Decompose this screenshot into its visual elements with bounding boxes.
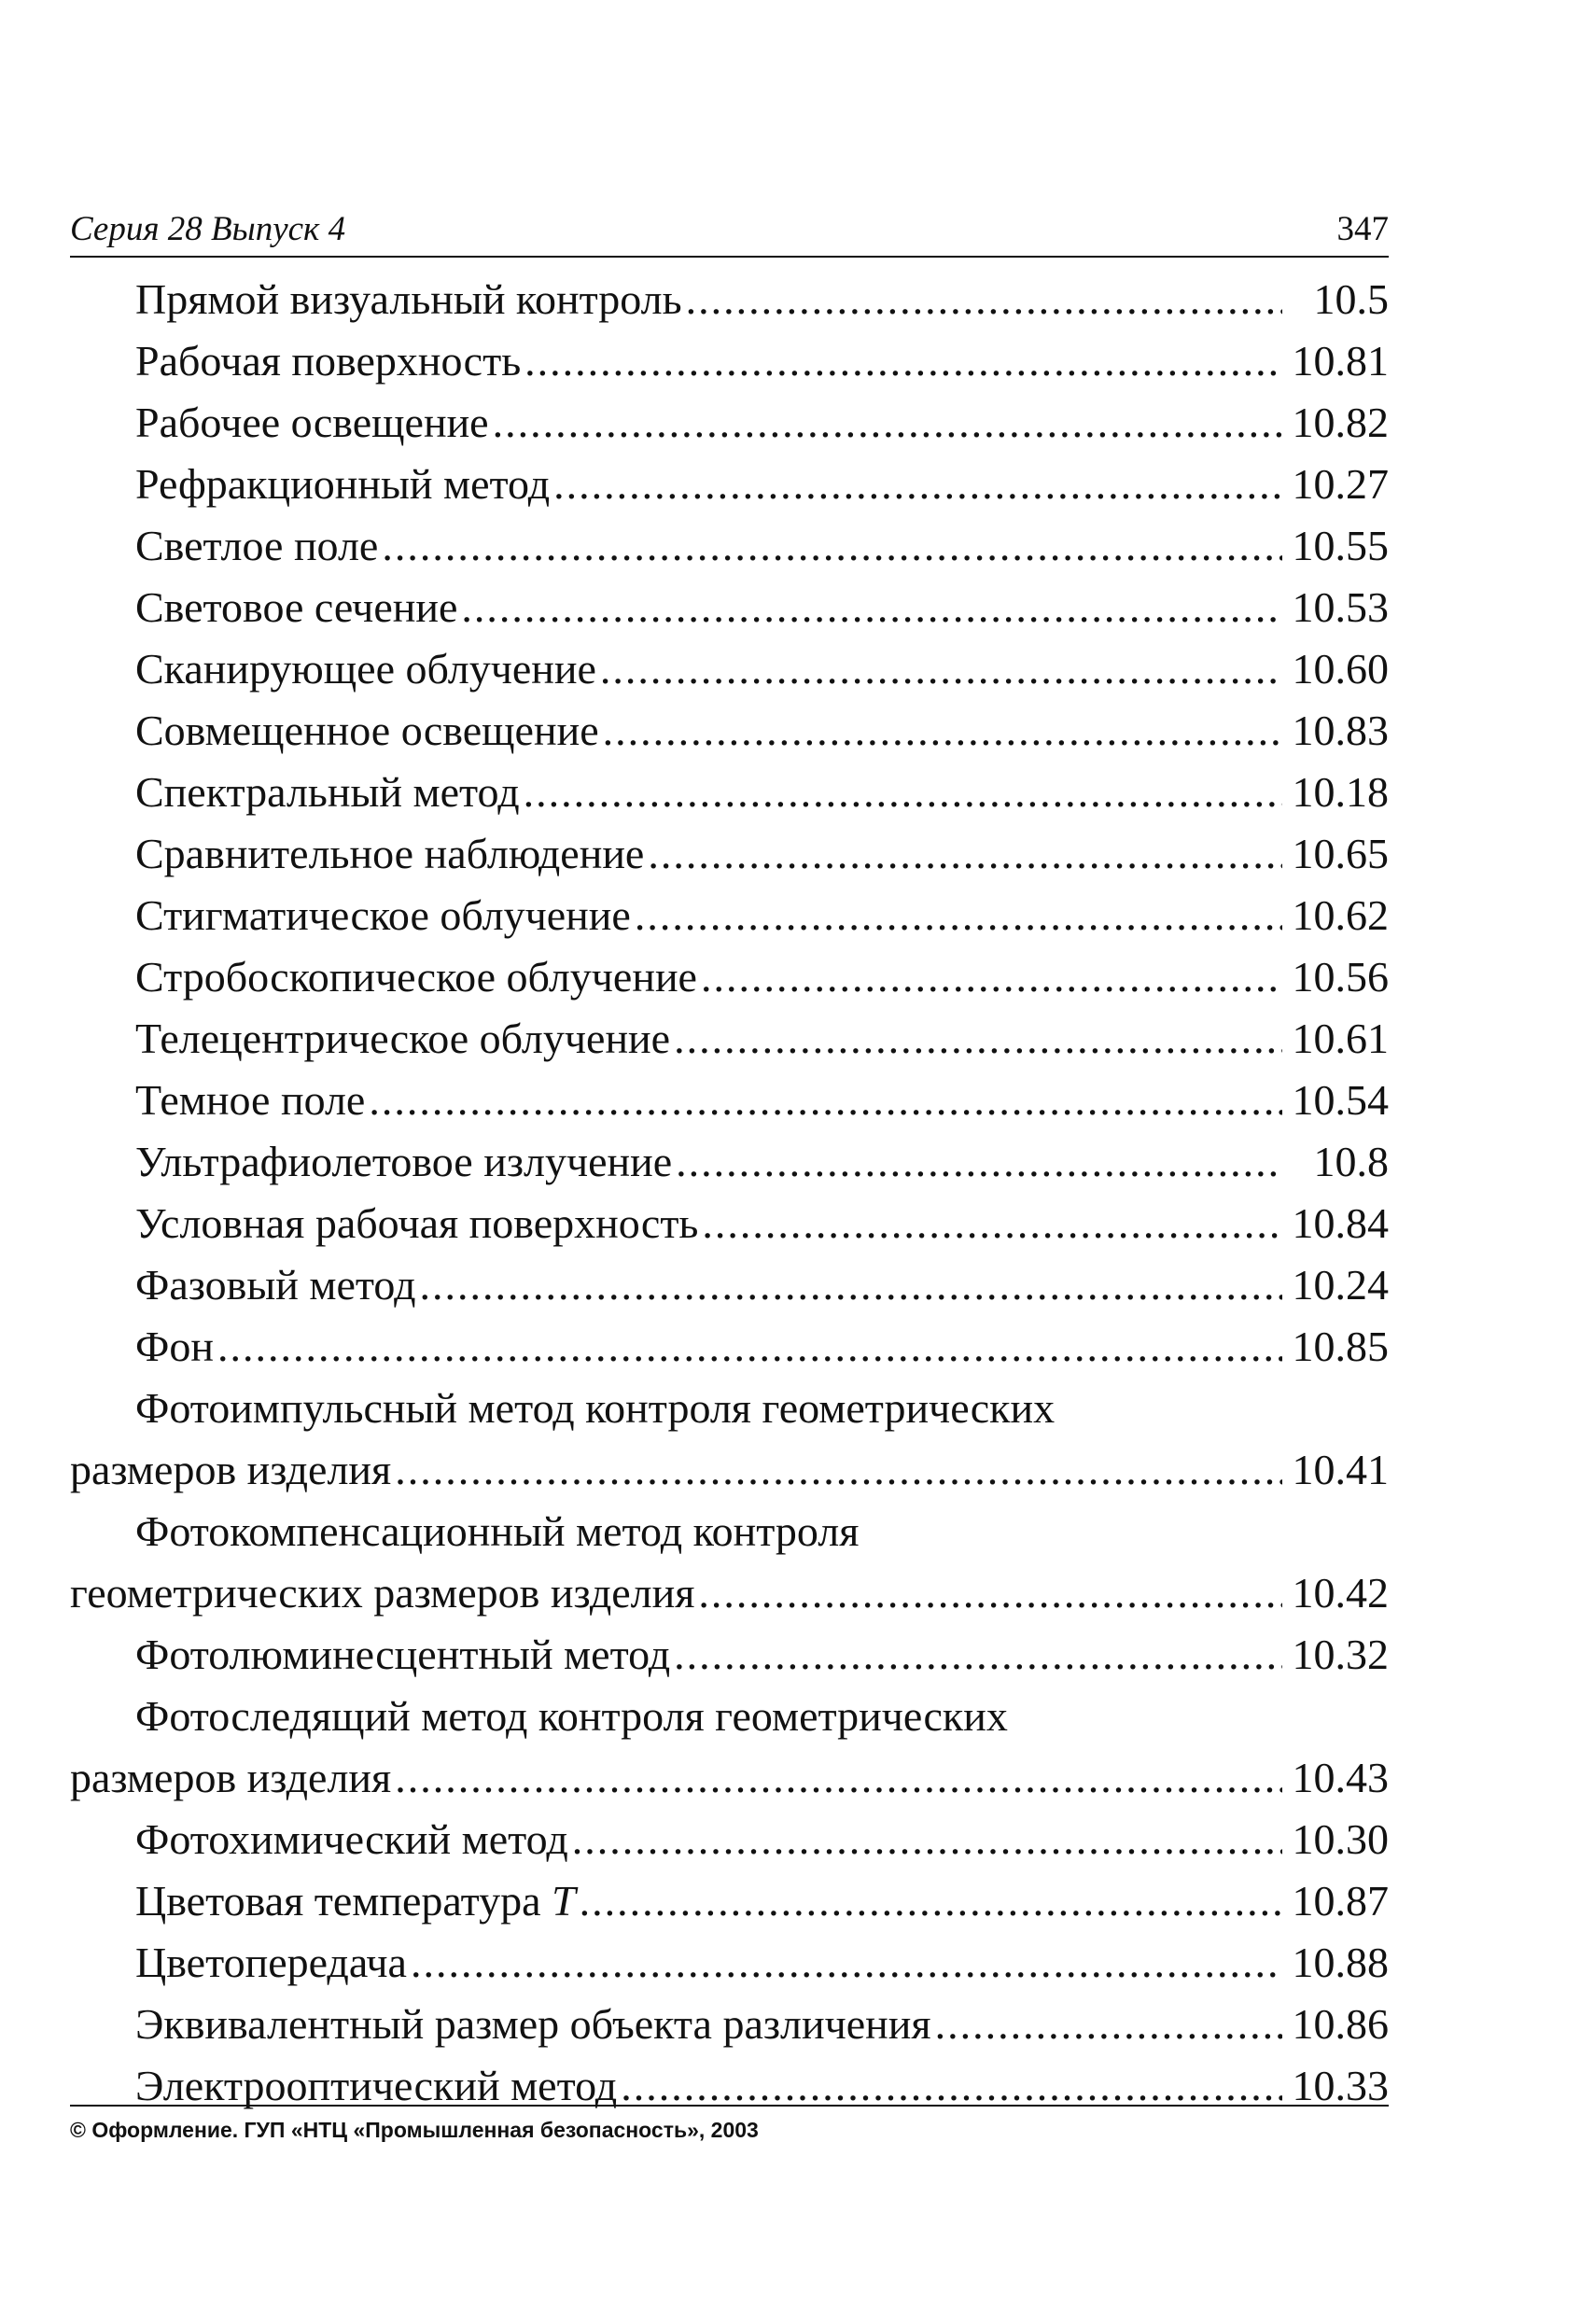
dot-leader [420,1254,1282,1316]
clause-number: 10.43 [1292,1754,1389,1801]
index-entry-row [70,1131,1389,1193]
clause-number: 10.82 [1292,399,1389,446]
index-entry-row [70,823,1389,885]
index-entry [70,1008,1389,1070]
clause-number: 10.56 [1292,953,1389,1001]
index-entry [70,515,1389,577]
clause-number: 10.88 [1292,1939,1389,1986]
index-entry-row [70,269,1389,330]
index-term-first-line: Фотокомпенсационный метод контроля [135,1507,860,1555]
clause-number: 10.81 [1292,337,1389,385]
clause-number: 10.62 [1292,891,1389,939]
index-entry-row [70,330,1389,392]
index-term: Совмещенное освещение [135,707,599,754]
index-term: Спектральный метод [135,768,520,816]
dot-leader [217,1316,1282,1378]
index-entry [70,946,1389,1008]
index-term: Фотолюминесцентный метод [135,1631,671,1678]
index-entry [70,1378,1389,1501]
clause-number: 10.27 [1292,460,1389,508]
clause-number: 10.41 [1292,1446,1389,1493]
clause-number: 10.84 [1292,1199,1389,1247]
index-entry-row [70,946,1389,1008]
dot-leader [572,1809,1282,1870]
index-entry [70,269,1389,330]
index-term: Условная рабочая поверхность [135,1199,699,1247]
index-entry-row [70,1562,1389,1624]
index-term: Стробоскопическое облучение [135,953,697,1001]
index-entry-row [70,577,1389,638]
index-term: Стигматическое облучение [135,891,631,939]
index-entry [70,392,1389,454]
index-entry-row [70,1624,1389,1686]
clause-number: 10.42 [1292,1569,1389,1617]
index-term: Телецентрическое облучение [135,1015,671,1062]
index-entry [70,1870,1389,1932]
index-term-continuation: размеров изделия [70,1446,392,1493]
index-entry [70,1686,1389,1809]
dot-leader [674,1624,1282,1686]
index-term-continuation: геометрических размеров изделия [70,1569,695,1617]
dot-leader [648,823,1282,885]
clause-number: 10.86 [1292,2000,1389,2048]
clause-number: 10.83 [1292,707,1389,754]
dot-leader [395,1439,1282,1501]
clause-number: 10.33 [1292,2062,1389,2109]
index-entry-row [70,454,1389,515]
index-entry [70,823,1389,885]
index-term: Фон [135,1323,214,1370]
dot-leader [411,1932,1282,1994]
dot-leader [382,515,1282,577]
dot-leader [580,1870,1282,1932]
dot-leader [635,885,1282,946]
index-entry [70,638,1389,700]
index-entry-row [70,1316,1389,1378]
index-entry-row [70,638,1389,700]
index-term: Фотохимический метод [135,1815,568,1863]
index-entry [70,885,1389,946]
index-entry-row [70,1809,1389,1870]
index-term-continuation: размеров изделия [70,1754,392,1801]
index-term: Цветопередача [135,1939,407,1986]
index-entry-row [70,1008,1389,1070]
index-entry-row [70,1747,1389,1809]
index-term: Прямой визуальный контроль [135,275,682,323]
clause-number: 10.85 [1292,1323,1389,1370]
clause-number: 10.87 [1292,1877,1389,1925]
dot-leader [935,1994,1282,2055]
index-term-first-line: Фотоимпульсный метод контроля геометрических [135,1384,1056,1432]
index-entry [70,1254,1389,1316]
index-entry [70,330,1389,392]
dot-leader [524,330,1282,392]
index-term: Рефракционный метод [135,460,551,508]
index-entry [70,1624,1389,1686]
dot-leader [702,1193,1282,1254]
dot-leader [603,700,1282,762]
page-footer [70,2105,1389,2146]
dot-leader [676,1131,1282,1193]
index-term: Электрооптический метод [135,2062,618,2109]
index-entry [70,1501,1389,1624]
index-entry-row [70,1193,1389,1254]
clause-number: 10.55 [1292,522,1389,569]
dot-leader [461,577,1282,638]
page-number: 347 [1336,210,1389,248]
index-entry [70,454,1389,515]
clause-number: 10.61 [1292,1015,1389,1062]
index-entry-row [70,515,1389,577]
index-entry-row [70,392,1389,454]
clause-number: 10.53 [1292,583,1389,631]
index-term: Световое сечение [135,583,458,631]
clause-number: 10.32 [1292,1631,1389,1678]
index-term-text: Цветовая температура [135,1877,541,1925]
index-term: Рабочая поверхность [135,337,522,385]
dot-leader [524,762,1282,823]
index-term: Ультрафиолетовое излучение [135,1138,673,1185]
clause-number: 10.65 [1292,830,1389,877]
index-entry [70,1070,1389,1131]
dot-leader [600,638,1282,700]
index-entry-row [70,1254,1389,1316]
index-entry [70,1193,1389,1254]
dot-leader [701,946,1282,1008]
index-entry-row [70,1932,1389,1994]
index-entry [70,1932,1389,1994]
index-entry-row [70,1439,1389,1501]
index-entry-row [70,1070,1389,1131]
index-entry [70,577,1389,638]
running-header [70,203,1389,258]
index-entry [70,1131,1389,1193]
dot-leader [698,1562,1282,1624]
series-title: Серия 28 Выпуск 4 [70,210,346,248]
clause-number: 10.54 [1292,1076,1389,1124]
clause-number: 10.18 [1292,768,1389,816]
index-entry-row [70,762,1389,823]
index-entry [70,762,1389,823]
dot-leader [369,1070,1282,1131]
index-term: Сравнительное наблюдение [135,830,645,877]
index-term: Фазовый метод [135,1261,416,1309]
index-entry-row [70,1870,1389,1932]
index-entry [70,1316,1389,1378]
index-term: Темное поле [135,1076,366,1124]
dot-leader [686,269,1282,330]
index-entry [70,1809,1389,1870]
index-term-symbol: T [552,1877,576,1925]
dot-leader [395,1747,1282,1809]
dot-leader [674,1008,1282,1070]
clause-number: 10.60 [1292,645,1389,693]
index-entry-row [70,1994,1389,2055]
index-term: Светлое поле [135,522,379,569]
index-term-first-line: Фотоследящий метод контроля геометрических [135,1692,1008,1740]
index-entry [70,1994,1389,2055]
clause-number: 10.8 [1313,1138,1389,1185]
index-term [135,1870,576,1932]
index-term: Рабочее освещение [135,399,489,446]
copyright-notice: © Оформление. ГУП «НТЦ «Промышленная безопасность», 2003 [70,2118,759,2142]
clause-number: 10.24 [1292,1261,1389,1309]
index-entry-row [70,885,1389,946]
clause-number: 10.30 [1292,1815,1389,1863]
index-term: Эквивалентный размер объекта различения [135,2000,931,2048]
index-entry [70,700,1389,762]
index-term: Сканирующее облучение [135,645,596,693]
dot-leader [553,454,1282,515]
dot-leader [493,392,1282,454]
clause-number: 10.5 [1313,275,1389,323]
subject-index [70,269,1389,2117]
index-entry-row [70,700,1389,762]
